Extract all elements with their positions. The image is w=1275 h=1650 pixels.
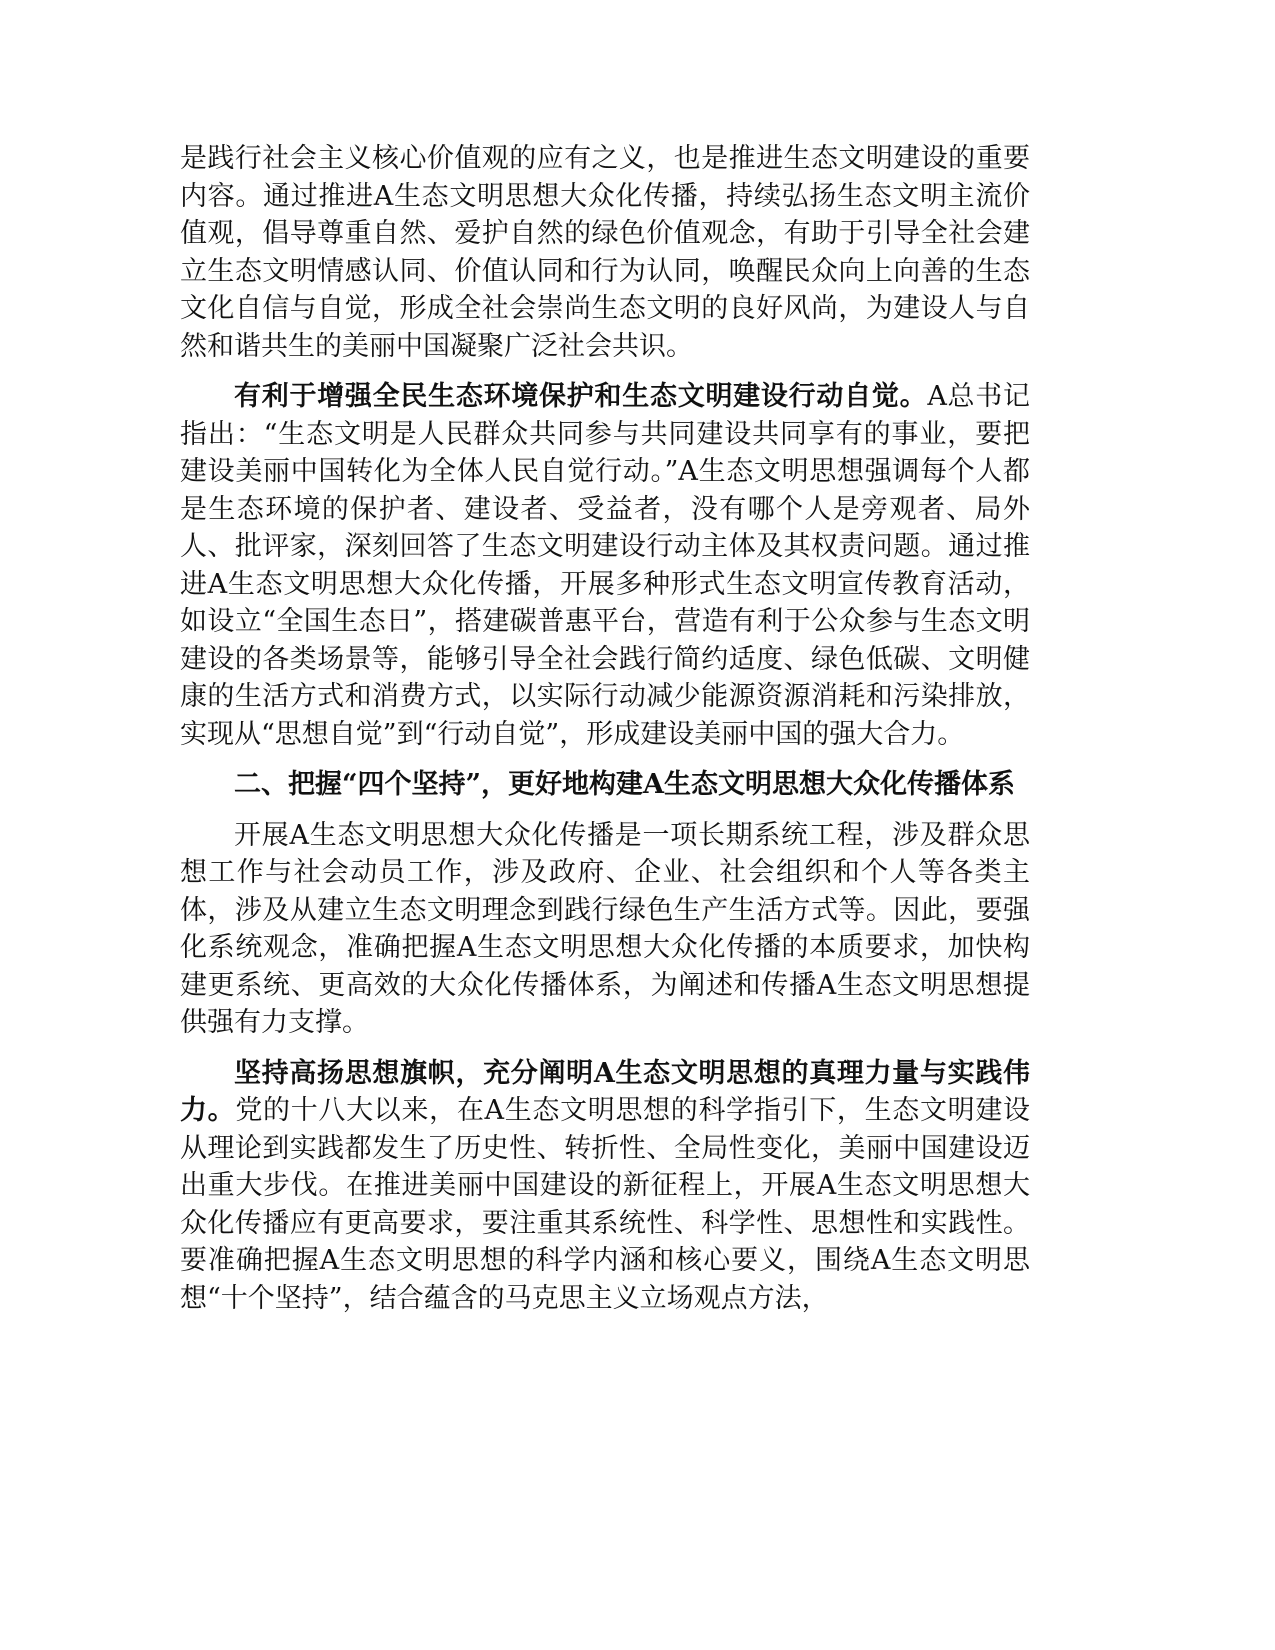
paragraph-body: 是践行社会主义核心价值观的应有之义，也是推进生态文明建设的重要内容。通过推进A生态文明思想大众化传播，持续弘扬生态文明主流价值观，倡导尊重自然、爱护自然的绿色价值观念，有助于引导全社会建立生态文明情感认同、价值认同和行为认同，唤醒民众向上向善的生态文化自信与自觉，形成全社会崇尚生态文明的良好风尚，为建设人与自然和谐共生的美丽中国凝聚广泛社会共识。: [180, 143, 1030, 362]
paragraph-body: A总书记指出：“生态文明是人民群众共同参与共同建设共同享有的事业，要把建设美丽中国转化为全体人民自觉行动。”A生态文明思想强调每个人都是生态环境的保护者、建设者、受益者，没有哪个人是旁观者、局外人、批评家，深刻回答了生态文明建设行动主体及其权责问题。通过推进A生态文明思想大众化传播，开展多种形式生态文明宣传教育活动，如设立“全国生态日”，搭建碳普惠平台，营造有利于公众参与生态文明建设的各类场景等，能够引导全社会践行简约适度、绿色低碳、文明健康的生活方式和消费方式，以实际行动减少能源资源消耗和污染排放，实现从“思想自觉”到“行动自觉”，形成建设美丽中国的强大合力。: [180, 381, 1031, 750]
paragraph-body: 党的十八大以来，在A生态文明思想的科学指引下，生态文明建设从理论到实践都发生了历史性、转折性、全局性变化，美丽中国建设迈出重大步伐。在推进美丽中国建设的新征程上，开展A生态文明思想大众化传播应有更高要求，要注重其系统性、科学性、思想性和实践性。要准确把握A生态文明思想的科学内涵和核心要义，围绕A生态文明思想“十个坚持”，结合蕴含的马克思主义立场观点方法，: [180, 1095, 1031, 1314]
paragraph-system-engineering: [180, 817, 1030, 1042]
paragraph-action-consciousness: [180, 378, 1030, 753]
paragraph-lead: 有利于增强全民生态环境保护和生态文明建设行动自觉。: [234, 381, 928, 412]
paragraph-continuation: [180, 140, 1030, 365]
document-page: [180, 140, 1030, 1330]
section-heading: 二、把握“四个坚持”，更好地构建A生态文明思想大众化传播体系: [234, 769, 1016, 800]
paragraph-lead: 坚持高扬思想旗帜，充分阐明A生态文明思想的真理力量与实践伟力。: [180, 1057, 1030, 1126]
paragraph-thought-banner: [180, 1055, 1030, 1318]
paragraph-body: 开展A生态文明思想大众化传播是一项长期系统工程，涉及群众思想工作与社会动员工作，涉及政府、企业、社会组织和个人等各类主体，涉及从建立生态文明理念到践行绿色生产生活方式等。因此，要强化系统观念，准确把握A生态文明思想大众化传播的本质要求，加快构建更系统、更高效的大众化传播体系，为阐述和传播A生态文明思想提供强有力支撑。: [180, 819, 1030, 1038]
